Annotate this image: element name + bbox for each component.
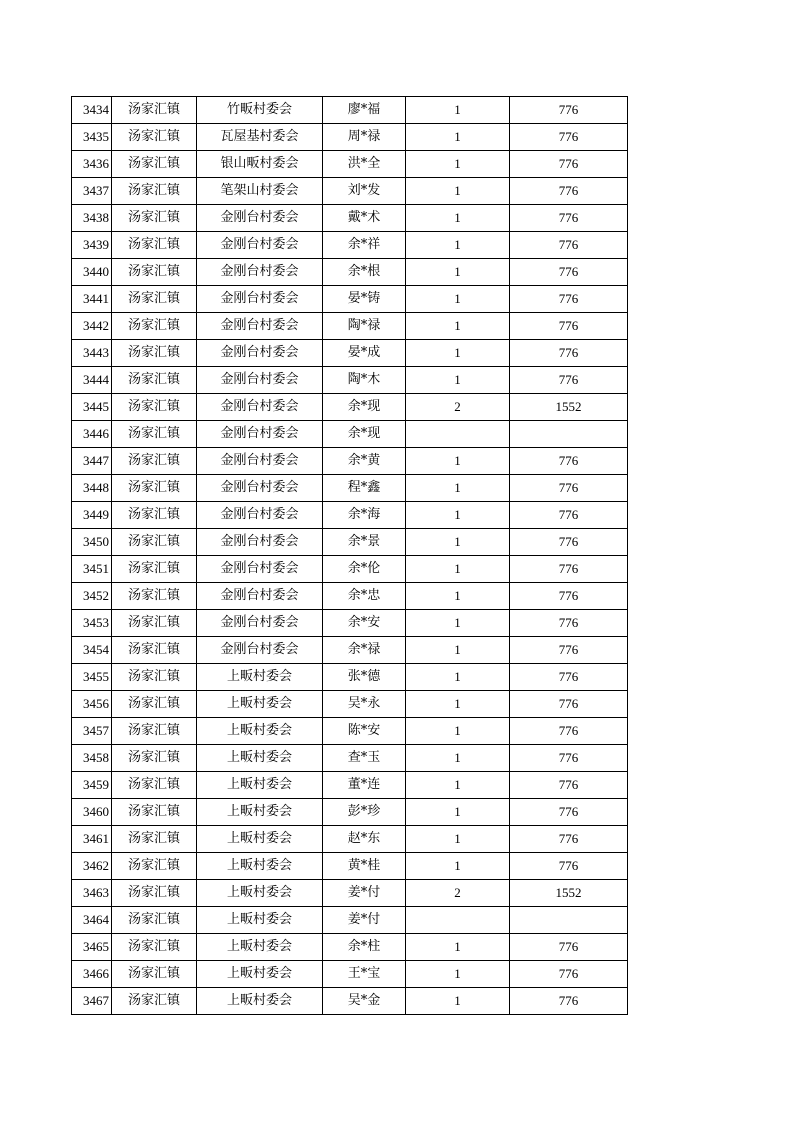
cell-town: 汤家汇镇 [112, 232, 197, 259]
cell-count: 1 [406, 718, 510, 745]
cell-name: 余*现 [323, 421, 406, 448]
cell-seq: 3435 [72, 124, 112, 151]
cell-name: 余*禄 [323, 637, 406, 664]
table-row [72, 691, 628, 718]
cell-village: 金刚台村委会 [197, 259, 323, 286]
cell-village: 上畈村委会 [197, 826, 323, 853]
table-row [72, 799, 628, 826]
cell-seq: 3464 [72, 907, 112, 934]
table-row [72, 988, 628, 1015]
cell-village: 金刚台村委会 [197, 475, 323, 502]
table-row [72, 259, 628, 286]
cell-seq: 3446 [72, 421, 112, 448]
cell-village: 上畈村委会 [197, 664, 323, 691]
cell-count: 1 [406, 556, 510, 583]
cell-village: 金刚台村委会 [197, 340, 323, 367]
cell-town: 汤家汇镇 [112, 286, 197, 313]
cell-amount: 1552 [510, 880, 628, 907]
cell-amount: 776 [510, 664, 628, 691]
cell-town: 汤家汇镇 [112, 961, 197, 988]
cell-village: 银山畈村委会 [197, 151, 323, 178]
cell-name: 余*黄 [323, 448, 406, 475]
cell-town: 汤家汇镇 [112, 97, 197, 124]
cell-town: 汤家汇镇 [112, 205, 197, 232]
cell-name: 程*鑫 [323, 475, 406, 502]
table-row [72, 286, 628, 313]
cell-seq: 3437 [72, 178, 112, 205]
cell-name: 晏*成 [323, 340, 406, 367]
cell-count: 1 [406, 826, 510, 853]
cell-amount [510, 907, 628, 934]
cell-seq: 3451 [72, 556, 112, 583]
cell-seq: 3454 [72, 637, 112, 664]
cell-seq: 3453 [72, 610, 112, 637]
cell-count: 1 [406, 178, 510, 205]
cell-town: 汤家汇镇 [112, 610, 197, 637]
cell-name: 刘*发 [323, 178, 406, 205]
table-row [72, 664, 628, 691]
cell-count: 2 [406, 880, 510, 907]
cell-name: 姜*付 [323, 880, 406, 907]
cell-name: 余*伦 [323, 556, 406, 583]
cell-seq: 3434 [72, 97, 112, 124]
cell-amount: 776 [510, 313, 628, 340]
table-row [72, 934, 628, 961]
cell-seq: 3459 [72, 772, 112, 799]
cell-count [406, 907, 510, 934]
cell-town: 汤家汇镇 [112, 853, 197, 880]
cell-seq: 3448 [72, 475, 112, 502]
cell-count: 1 [406, 448, 510, 475]
cell-village: 上畈村委会 [197, 853, 323, 880]
cell-town: 汤家汇镇 [112, 880, 197, 907]
cell-count: 1 [406, 367, 510, 394]
table-row [72, 124, 628, 151]
cell-village: 上畈村委会 [197, 880, 323, 907]
cell-count: 1 [406, 475, 510, 502]
cell-village: 金刚台村委会 [197, 556, 323, 583]
cell-seq: 3466 [72, 961, 112, 988]
table-row [72, 718, 628, 745]
cell-seq: 3438 [72, 205, 112, 232]
cell-village: 金刚台村委会 [197, 502, 323, 529]
table-row [72, 583, 628, 610]
cell-count: 1 [406, 934, 510, 961]
table-row [72, 475, 628, 502]
table-row [72, 556, 628, 583]
cell-count: 1 [406, 502, 510, 529]
table-row [72, 880, 628, 907]
cell-seq: 3467 [72, 988, 112, 1015]
cell-name: 洪*全 [323, 151, 406, 178]
cell-amount: 776 [510, 502, 628, 529]
cell-count: 1 [406, 286, 510, 313]
cell-name: 吴*永 [323, 691, 406, 718]
cell-count: 1 [406, 232, 510, 259]
cell-amount: 776 [510, 691, 628, 718]
cell-name: 周*禄 [323, 124, 406, 151]
cell-village: 金刚台村委会 [197, 448, 323, 475]
cell-amount: 1552 [510, 394, 628, 421]
table-row [72, 340, 628, 367]
cell-count: 1 [406, 259, 510, 286]
cell-count: 1 [406, 529, 510, 556]
table-row [72, 502, 628, 529]
cell-town: 汤家汇镇 [112, 664, 197, 691]
cell-name: 戴*术 [323, 205, 406, 232]
cell-village: 金刚台村委会 [197, 529, 323, 556]
table-row [72, 745, 628, 772]
cell-amount: 776 [510, 853, 628, 880]
cell-village: 上畈村委会 [197, 907, 323, 934]
cell-name: 余*景 [323, 529, 406, 556]
cell-amount: 776 [510, 583, 628, 610]
cell-seq: 3460 [72, 799, 112, 826]
cell-name: 余*忠 [323, 583, 406, 610]
table-row [72, 178, 628, 205]
cell-amount: 776 [510, 772, 628, 799]
cell-seq: 3439 [72, 232, 112, 259]
cell-seq: 3455 [72, 664, 112, 691]
cell-town: 汤家汇镇 [112, 772, 197, 799]
table-row [72, 313, 628, 340]
cell-count: 1 [406, 205, 510, 232]
cell-town: 汤家汇镇 [112, 907, 197, 934]
cell-count: 1 [406, 583, 510, 610]
cell-town: 汤家汇镇 [112, 124, 197, 151]
cell-town: 汤家汇镇 [112, 691, 197, 718]
cell-village: 上畈村委会 [197, 691, 323, 718]
cell-village: 上畈村委会 [197, 745, 323, 772]
table-row [72, 826, 628, 853]
cell-amount: 776 [510, 718, 628, 745]
cell-name: 吴*金 [323, 988, 406, 1015]
cell-amount [510, 421, 628, 448]
table-row [72, 853, 628, 880]
cell-count: 1 [406, 664, 510, 691]
cell-name: 王*宝 [323, 961, 406, 988]
cell-seq: 3449 [72, 502, 112, 529]
cell-count: 1 [406, 772, 510, 799]
cell-name: 廖*福 [323, 97, 406, 124]
cell-count: 1 [406, 151, 510, 178]
cell-name: 余*根 [323, 259, 406, 286]
cell-name: 余*柱 [323, 934, 406, 961]
cell-seq: 3441 [72, 286, 112, 313]
cell-town: 汤家汇镇 [112, 529, 197, 556]
cell-village: 金刚台村委会 [197, 394, 323, 421]
cell-count: 1 [406, 610, 510, 637]
cell-amount: 776 [510, 286, 628, 313]
table-row [72, 772, 628, 799]
cell-village: 金刚台村委会 [197, 232, 323, 259]
cell-seq: 3442 [72, 313, 112, 340]
cell-town: 汤家汇镇 [112, 394, 197, 421]
cell-seq: 3443 [72, 340, 112, 367]
table-row [72, 637, 628, 664]
cell-amount: 776 [510, 745, 628, 772]
cell-town: 汤家汇镇 [112, 826, 197, 853]
cell-town: 汤家汇镇 [112, 448, 197, 475]
cell-name: 陶*木 [323, 367, 406, 394]
table-row [72, 529, 628, 556]
cell-village: 金刚台村委会 [197, 610, 323, 637]
cell-name: 姜*付 [323, 907, 406, 934]
cell-village: 金刚台村委会 [197, 421, 323, 448]
cell-town: 汤家汇镇 [112, 178, 197, 205]
table-row [72, 961, 628, 988]
cell-village: 上畈村委会 [197, 934, 323, 961]
cell-amount: 776 [510, 610, 628, 637]
cell-count: 2 [406, 394, 510, 421]
cell-count: 1 [406, 691, 510, 718]
cell-town: 汤家汇镇 [112, 556, 197, 583]
cell-seq: 3463 [72, 880, 112, 907]
table-row [72, 394, 628, 421]
cell-village: 上畈村委会 [197, 718, 323, 745]
cell-amount: 776 [510, 340, 628, 367]
cell-seq: 3440 [72, 259, 112, 286]
cell-seq: 3465 [72, 934, 112, 961]
cell-town: 汤家汇镇 [112, 340, 197, 367]
cell-seq: 3444 [72, 367, 112, 394]
cell-amount: 776 [510, 475, 628, 502]
cell-count: 1 [406, 988, 510, 1015]
cell-amount: 776 [510, 367, 628, 394]
cell-town: 汤家汇镇 [112, 934, 197, 961]
cell-village: 金刚台村委会 [197, 286, 323, 313]
cell-amount: 776 [510, 934, 628, 961]
cell-seq: 3458 [72, 745, 112, 772]
cell-amount: 776 [510, 637, 628, 664]
cell-amount: 776 [510, 178, 628, 205]
cell-village: 上畈村委会 [197, 988, 323, 1015]
cell-seq: 3450 [72, 529, 112, 556]
cell-amount: 776 [510, 124, 628, 151]
cell-name: 余*现 [323, 394, 406, 421]
cell-seq: 3436 [72, 151, 112, 178]
cell-amount: 776 [510, 556, 628, 583]
cell-amount: 776 [510, 529, 628, 556]
cell-village: 金刚台村委会 [197, 637, 323, 664]
cell-town: 汤家汇镇 [112, 988, 197, 1015]
cell-seq: 3461 [72, 826, 112, 853]
cell-name: 陶*禄 [323, 313, 406, 340]
table-row [72, 205, 628, 232]
cell-amount: 776 [510, 448, 628, 475]
cell-name: 彭*珍 [323, 799, 406, 826]
table-row [72, 232, 628, 259]
cell-town: 汤家汇镇 [112, 745, 197, 772]
cell-name: 陈*安 [323, 718, 406, 745]
cell-amount: 776 [510, 259, 628, 286]
cell-count: 1 [406, 97, 510, 124]
cell-seq: 3456 [72, 691, 112, 718]
cell-village: 金刚台村委会 [197, 313, 323, 340]
cell-amount: 776 [510, 232, 628, 259]
cell-amount: 776 [510, 961, 628, 988]
cell-name: 董*连 [323, 772, 406, 799]
cell-town: 汤家汇镇 [112, 502, 197, 529]
table-row [72, 907, 628, 934]
cell-seq: 3462 [72, 853, 112, 880]
cell-name: 张*德 [323, 664, 406, 691]
table-row [72, 610, 628, 637]
cell-count: 1 [406, 853, 510, 880]
cell-name: 余*安 [323, 610, 406, 637]
cell-amount: 776 [510, 799, 628, 826]
cell-town: 汤家汇镇 [112, 151, 197, 178]
cell-town: 汤家汇镇 [112, 718, 197, 745]
cell-amount: 776 [510, 151, 628, 178]
cell-seq: 3445 [72, 394, 112, 421]
cell-count: 1 [406, 124, 510, 151]
cell-count: 1 [406, 745, 510, 772]
cell-amount: 776 [510, 988, 628, 1015]
cell-count: 1 [406, 313, 510, 340]
cell-village: 笔架山村委会 [197, 178, 323, 205]
cell-name: 晏*铸 [323, 286, 406, 313]
cell-village: 上畈村委会 [197, 799, 323, 826]
cell-seq: 3452 [72, 583, 112, 610]
roster-table-body [72, 97, 628, 1015]
cell-town: 汤家汇镇 [112, 475, 197, 502]
cell-count: 1 [406, 340, 510, 367]
cell-town: 汤家汇镇 [112, 583, 197, 610]
cell-town: 汤家汇镇 [112, 799, 197, 826]
cell-village: 瓦屋基村委会 [197, 124, 323, 151]
table-row [72, 151, 628, 178]
cell-seq: 3457 [72, 718, 112, 745]
table-row [72, 97, 628, 124]
cell-town: 汤家汇镇 [112, 313, 197, 340]
cell-count: 1 [406, 637, 510, 664]
cell-town: 汤家汇镇 [112, 421, 197, 448]
cell-village: 上畈村委会 [197, 772, 323, 799]
table-row [72, 367, 628, 394]
cell-name: 余*祥 [323, 232, 406, 259]
roster-table [71, 96, 628, 1015]
cell-seq: 3447 [72, 448, 112, 475]
cell-name: 查*玉 [323, 745, 406, 772]
cell-village: 金刚台村委会 [197, 205, 323, 232]
cell-town: 汤家汇镇 [112, 637, 197, 664]
cell-count: 1 [406, 799, 510, 826]
cell-count: 1 [406, 961, 510, 988]
cell-name: 黄*桂 [323, 853, 406, 880]
cell-village: 上畈村委会 [197, 961, 323, 988]
cell-name: 赵*东 [323, 826, 406, 853]
cell-town: 汤家汇镇 [112, 259, 197, 286]
cell-amount: 776 [510, 205, 628, 232]
cell-village: 金刚台村委会 [197, 583, 323, 610]
table-row [72, 421, 628, 448]
cell-amount: 776 [510, 826, 628, 853]
table-row [72, 448, 628, 475]
cell-amount: 776 [510, 97, 628, 124]
cell-town: 汤家汇镇 [112, 367, 197, 394]
cell-village: 金刚台村委会 [197, 367, 323, 394]
cell-name: 余*海 [323, 502, 406, 529]
cell-village: 竹畈村委会 [197, 97, 323, 124]
cell-count [406, 421, 510, 448]
